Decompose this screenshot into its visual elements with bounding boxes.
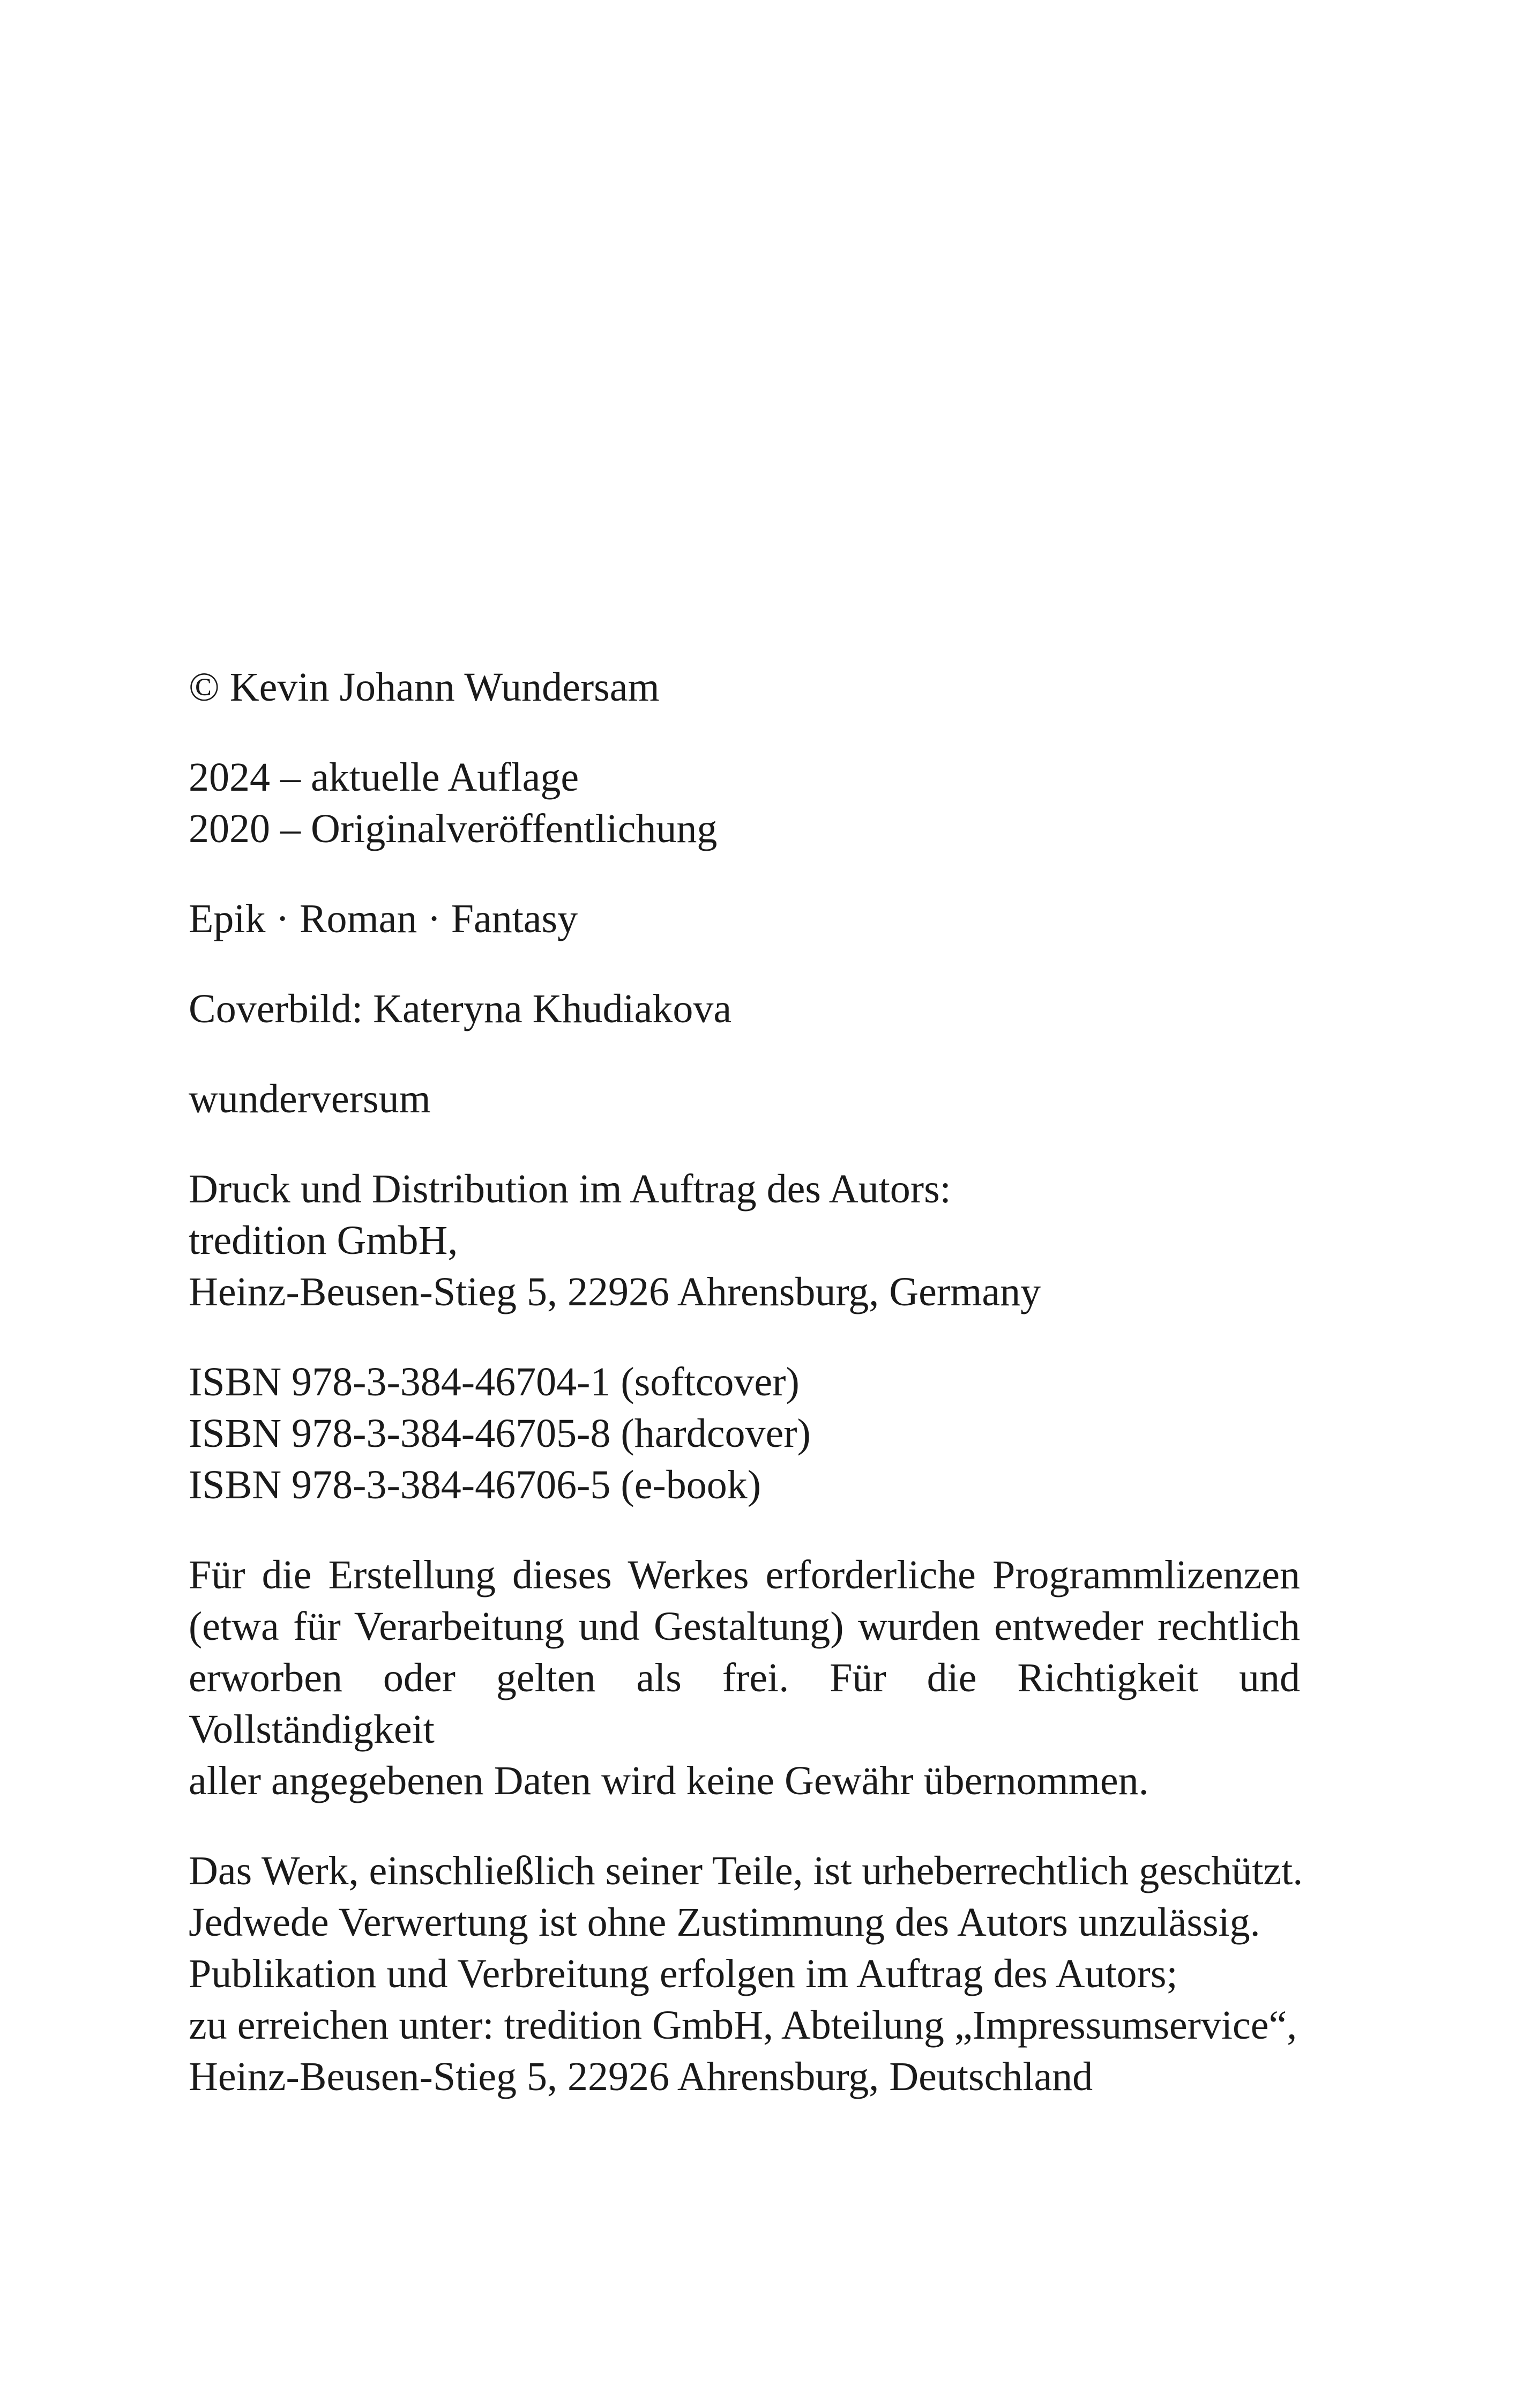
cover-credit-block — [189, 983, 1300, 1035]
license-notice-line: aller angegebenen Daten wird keine Gewähr übernommen. — [189, 1758, 1149, 1803]
license-notice-line: (etwa für Verarbeitung und Gestaltung) wurden entweder rechtlich — [189, 1604, 1300, 1649]
imprint-section — [189, 662, 1303, 2141]
copyright-block — [189, 662, 1300, 713]
isbn-line: ISBN 978-3-384-46705-8 (hardcover) — [189, 1411, 811, 1456]
isbn-line: ISBN 978-3-384-46704-1 (softcover) — [189, 1359, 800, 1404]
publisher-line: Druck und Distribution im Auftrag des Autors: — [189, 1166, 951, 1212]
copyright-line: © Kevin Johann Wundersam — [189, 665, 660, 710]
license-notice-paragraph — [189, 1549, 1300, 1807]
rights-notice-line: zu erreichen unter: tredition GmbH, Abteilung „Impressumservice“, — [189, 2003, 1297, 2048]
license-notice-line: erworben oder gelten als frei. Für die Richtigkeit und Vollständigkeit — [189, 1655, 1300, 1752]
publisher-line: tredition GmbH, — [189, 1218, 458, 1263]
genre-block — [189, 893, 1300, 945]
rights-notice-line: Heinz-Beusen-Stieg 5, 22926 Ahrensburg, Deutschland — [189, 2054, 1093, 2099]
edition-line: 2020 – Originalveröffentlichung — [189, 806, 718, 851]
rights-notice-line: Publikation und Verbreitung erfolgen im Auftrag des Autors; — [189, 1951, 1178, 1996]
imprint-name-line: wunderversum — [189, 1076, 431, 1121]
rights-notice-paragraph — [189, 1845, 1303, 2102]
imprint-name-block — [189, 1073, 1300, 1125]
rights-notice-line: Das Werk, einschließlich seiner Teile, ist urheberrechtlich geschützt. — [189, 1848, 1303, 1893]
isbn-block — [189, 1356, 1300, 1511]
publisher-line: Heinz-Beusen-Stieg 5, 22926 Ahrensburg, Germany — [189, 1269, 1041, 1314]
genre-line: Epik · Roman · Fantasy — [189, 896, 578, 941]
edition-line: 2024 – aktuelle Auflage — [189, 755, 579, 800]
isbn-line: ISBN 978-3-384-46706-5 (e-book) — [189, 1462, 762, 1507]
editions-block — [189, 752, 1300, 854]
publisher-block — [189, 1163, 1300, 1318]
rights-notice-line: Jedwede Verwertung ist ohne Zustimmung des Autors unzulässig. — [189, 1900, 1260, 1945]
cover-credit-line: Coverbild: Kateryna Khudiakova — [189, 986, 732, 1031]
license-notice-line: Für die Erstellung dieses Werkes erforderliche Programmlizenzen — [189, 1552, 1300, 1597]
